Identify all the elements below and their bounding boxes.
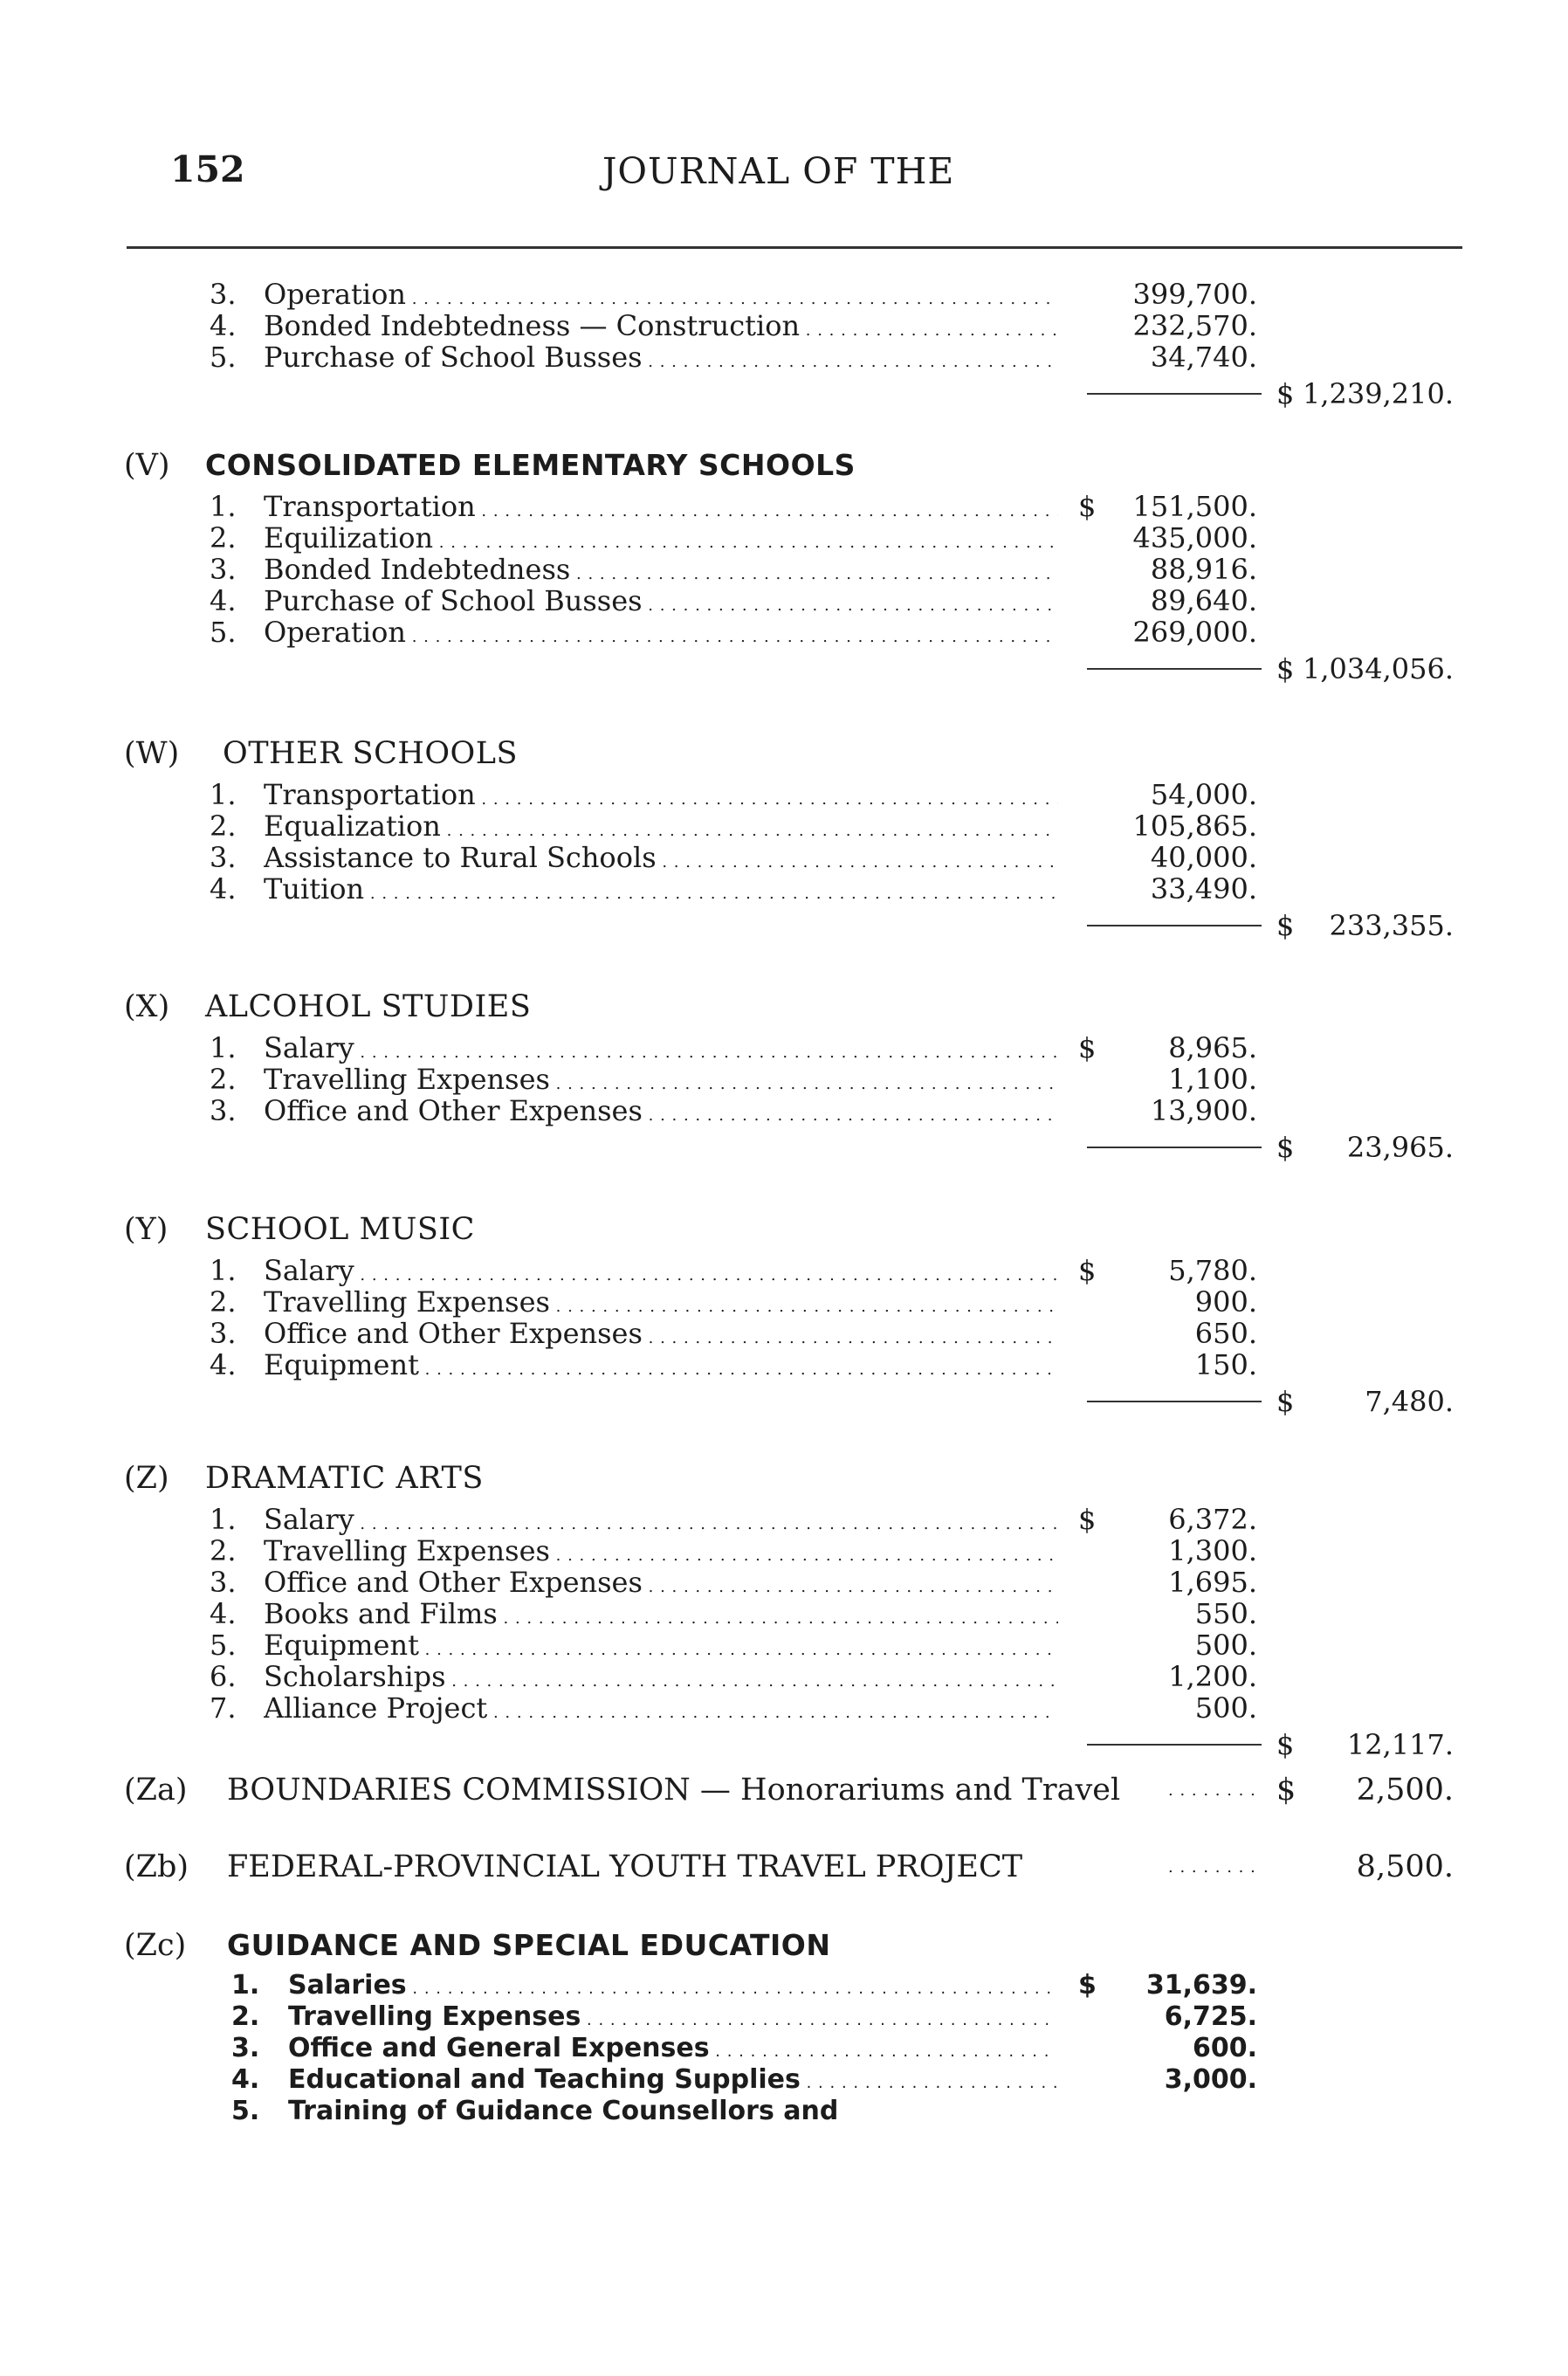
item-amount: 150. bbox=[1194, 1348, 1257, 1381]
item-amount: 88,916. bbox=[1150, 553, 1257, 586]
item-label: Purchase of School Busses . . . bbox=[264, 341, 1058, 374]
item-label: Travelling Expenses . . . bbox=[264, 1534, 1058, 1567]
line-item bbox=[0, 521, 1568, 553]
section-code: (Zc) bbox=[124, 1928, 187, 1963]
dollar-sign: $ bbox=[1276, 1385, 1295, 1418]
item-amount: 40,000. bbox=[1150, 841, 1257, 874]
budget-section bbox=[0, 441, 1568, 689]
line-item bbox=[0, 490, 1568, 521]
subtotal-rule bbox=[1087, 1401, 1262, 1402]
section-code: (V) bbox=[124, 448, 170, 483]
single-line-entry bbox=[0, 1773, 1568, 1816]
item-number: 2. bbox=[210, 1534, 237, 1567]
item-number: 6. bbox=[210, 1660, 237, 1693]
item-label: Salaries . . . bbox=[288, 1970, 1056, 2001]
total-amount: 23,965. bbox=[1346, 1131, 1454, 1164]
item-number: 1. bbox=[210, 1031, 237, 1064]
line-item bbox=[0, 1254, 1568, 1285]
item-amount: 5,780. bbox=[1168, 1254, 1257, 1287]
line-item bbox=[0, 1691, 1568, 1723]
section-heading bbox=[0, 441, 1568, 490]
item-label: Assistance to Rural Schools . . . bbox=[264, 841, 1058, 874]
budget-section bbox=[0, 982, 1568, 1167]
item-number: 1. bbox=[231, 1970, 260, 2001]
item-number: 2. bbox=[210, 1285, 237, 1319]
item-label: Salary . . . bbox=[264, 1254, 1058, 1287]
dollar-sign: $ bbox=[1078, 490, 1097, 523]
dollar-sign: $ bbox=[1078, 1254, 1097, 1287]
item-label: Bonded Indebtedness . . . bbox=[264, 553, 1058, 586]
item-label: Office and Other Expenses . . . bbox=[264, 1317, 1058, 1350]
line-item bbox=[0, 1031, 1568, 1063]
section-total bbox=[0, 372, 1568, 414]
item-label: Travelling Expenses . . . bbox=[264, 1285, 1058, 1319]
item-label: Training of Guidance Counsellors and bbox=[288, 2096, 839, 2126]
dollar-sign: $ bbox=[1078, 1503, 1097, 1536]
item-label: Operation . . . bbox=[264, 278, 1058, 311]
item-label: Travelling Expenses . . . bbox=[288, 2001, 1056, 2032]
line-item bbox=[0, 809, 1568, 841]
item-label: Equipment . . . bbox=[264, 1348, 1058, 1381]
item-label: Books and Films . . . bbox=[264, 1597, 1058, 1630]
dollar-sign: $ bbox=[1276, 1728, 1295, 1761]
item-label: Equipment . . . bbox=[264, 1629, 1058, 1662]
item-label: Travelling Expenses . . . bbox=[264, 1063, 1058, 1096]
line-item bbox=[0, 872, 1568, 904]
total-amount: 1,239,210. bbox=[1302, 377, 1454, 410]
section-total bbox=[0, 647, 1568, 689]
item-amount: 6,725. bbox=[1164, 2001, 1257, 2032]
budget-section bbox=[0, 1921, 1568, 2127]
item-label: Tuition . . . bbox=[264, 872, 1058, 906]
section-title: ALCOHOL STUDIES bbox=[205, 989, 532, 1024]
section-heading bbox=[0, 729, 1568, 778]
item-label: Equalization . . . bbox=[264, 809, 1058, 843]
line-item bbox=[0, 1503, 1568, 1534]
budget-section bbox=[0, 729, 1568, 946]
section-title: DRAMATIC ARTS bbox=[205, 1461, 484, 1496]
line-item bbox=[0, 778, 1568, 809]
subtotal-rule bbox=[1087, 668, 1262, 670]
dollar-sign: $ bbox=[1276, 1131, 1295, 1164]
total-amount: 1,034,056. bbox=[1302, 652, 1454, 685]
section-heading bbox=[0, 982, 1568, 1031]
item-number: 3. bbox=[210, 1094, 237, 1127]
item-amount: 8,965. bbox=[1168, 1031, 1257, 1064]
line-item bbox=[0, 1629, 1568, 1660]
item-label: Transportation . . . bbox=[264, 778, 1058, 811]
line-item bbox=[0, 584, 1568, 616]
item-number: 1. bbox=[210, 1503, 237, 1536]
item-label: Purchase of School Busses . . . bbox=[264, 584, 1058, 617]
section-total bbox=[0, 904, 1568, 946]
dollar-sign: $ bbox=[1276, 909, 1295, 942]
item-label: Operation . . . bbox=[264, 616, 1058, 649]
line-item bbox=[0, 341, 1568, 372]
line-item bbox=[0, 1970, 1568, 2001]
item-label: Transportation . . . bbox=[264, 490, 1058, 523]
item-amount: 900. bbox=[1194, 1285, 1257, 1319]
item-number: 5. bbox=[231, 2096, 260, 2126]
section-heading bbox=[0, 1921, 1568, 1970]
item-number: 2. bbox=[210, 809, 237, 843]
item-label: Office and Other Expenses . . . bbox=[264, 1094, 1058, 1127]
line-item bbox=[0, 2033, 1568, 2064]
item-label: Educational and Teaching Supplies . . . bbox=[288, 2064, 1056, 2095]
section-total bbox=[0, 1126, 1568, 1167]
line-item bbox=[0, 2096, 1568, 2127]
section-total bbox=[0, 1380, 1568, 1422]
item-number: 4. bbox=[210, 584, 237, 617]
item-number: 4. bbox=[210, 1348, 237, 1381]
item-label: Office and Other Expenses . . . bbox=[264, 1566, 1058, 1599]
item-number: 3. bbox=[231, 2033, 260, 2063]
item-amount: 151,500. bbox=[1132, 490, 1257, 523]
item-amount: 34,740. bbox=[1150, 341, 1257, 374]
section-code: (Zb) bbox=[124, 1849, 189, 1884]
section-code: (Za) bbox=[124, 1773, 188, 1808]
item-number: 4. bbox=[231, 2064, 260, 2095]
item-number: 5. bbox=[210, 341, 237, 374]
line-item bbox=[0, 2001, 1568, 2033]
item-amount: 399,700. bbox=[1132, 278, 1257, 311]
item-label: Office and General Expenses . . . bbox=[288, 2033, 1056, 2063]
line-item bbox=[0, 553, 1568, 584]
item-amount: 3,000. bbox=[1164, 2064, 1257, 2095]
dollar-sign: $ bbox=[1078, 1031, 1097, 1064]
item-number: 4. bbox=[210, 1597, 237, 1630]
line-item bbox=[0, 1534, 1568, 1566]
item-amount: 1,300. bbox=[1168, 1534, 1257, 1567]
section-heading bbox=[0, 1454, 1568, 1503]
item-number: 7. bbox=[210, 1691, 237, 1725]
item-number: 1. bbox=[210, 1254, 237, 1287]
item-label: Salary . . . bbox=[264, 1503, 1058, 1536]
item-number: 3. bbox=[210, 841, 237, 874]
line-item bbox=[0, 1285, 1568, 1317]
line-item bbox=[0, 1094, 1568, 1126]
total-amount: 7,480. bbox=[1365, 1385, 1454, 1418]
running-title: JOURNAL OF THE bbox=[602, 150, 955, 192]
entry-amount: 2,500. bbox=[1356, 1773, 1454, 1808]
item-number: 3. bbox=[210, 278, 237, 311]
section-heading bbox=[0, 1205, 1568, 1254]
dollar-sign: $ bbox=[1276, 1773, 1296, 1808]
subtotal-rule bbox=[1087, 393, 1262, 395]
budget-section bbox=[0, 1454, 1568, 1765]
item-amount: 500. bbox=[1194, 1691, 1257, 1725]
section-code: (W) bbox=[124, 736, 180, 771]
item-number: 1. bbox=[210, 778, 237, 811]
item-number: 3. bbox=[210, 1317, 237, 1350]
item-number: 2. bbox=[231, 2001, 260, 2032]
section-title: SCHOOL MUSIC bbox=[205, 1212, 475, 1247]
line-item bbox=[0, 1660, 1568, 1691]
item-label: Equilization . . . bbox=[264, 521, 1058, 554]
item-number: 1. bbox=[210, 490, 237, 523]
dollar-sign: $ bbox=[1078, 1970, 1097, 2001]
continued-section bbox=[0, 278, 1568, 414]
item-amount: 232,570. bbox=[1132, 309, 1257, 342]
item-amount: 6,372. bbox=[1168, 1503, 1257, 1536]
item-number: 3. bbox=[210, 553, 237, 586]
line-item bbox=[0, 1566, 1568, 1597]
section-title: OTHER SCHOOLS bbox=[223, 736, 518, 771]
section-code: (Z) bbox=[124, 1461, 169, 1496]
line-item bbox=[0, 841, 1568, 872]
item-amount: 500. bbox=[1194, 1629, 1257, 1662]
item-amount: 54,000. bbox=[1150, 778, 1257, 811]
leader-dots: . . . . . . . . bbox=[1168, 1781, 1256, 1800]
leader-dots: . . . . . . . . bbox=[1168, 1858, 1256, 1877]
subtotal-rule bbox=[1087, 1147, 1262, 1148]
line-item bbox=[0, 278, 1568, 309]
item-amount: 1,695. bbox=[1168, 1566, 1257, 1599]
budget-section bbox=[0, 1205, 1568, 1422]
section-total bbox=[0, 1723, 1568, 1765]
item-amount: 1,100. bbox=[1168, 1063, 1257, 1096]
section-code: (Y) bbox=[124, 1212, 168, 1247]
item-amount: 1,200. bbox=[1168, 1660, 1257, 1693]
item-number: 2. bbox=[210, 1063, 237, 1096]
line-item bbox=[0, 309, 1568, 341]
entry-text: FEDERAL-PROVINCIAL YOUTH TRAVEL PROJECT bbox=[227, 1849, 1023, 1884]
dollar-sign: $ bbox=[1276, 652, 1295, 685]
item-label: Bonded Indebtedness — Construction . . . bbox=[264, 309, 1058, 342]
section-code: (X) bbox=[124, 989, 170, 1024]
dollar-sign: $ bbox=[1276, 377, 1295, 410]
item-label: Alliance Project . . . bbox=[264, 1691, 1058, 1725]
item-amount: 13,900. bbox=[1150, 1094, 1257, 1127]
line-item bbox=[0, 1597, 1568, 1629]
section-title: CONSOLIDATED ELEMENTARY SCHOOLS bbox=[205, 448, 856, 482]
line-item bbox=[0, 2064, 1568, 2096]
item-amount: 550. bbox=[1194, 1597, 1257, 1630]
single-line-entry bbox=[0, 1849, 1568, 1893]
item-number: 5. bbox=[210, 1629, 237, 1662]
item-number: 3. bbox=[210, 1566, 237, 1599]
item-label: Salary . . . bbox=[264, 1031, 1058, 1064]
subtotal-rule bbox=[1087, 1744, 1262, 1746]
item-number: 2. bbox=[210, 521, 237, 554]
item-amount: 269,000. bbox=[1132, 616, 1257, 649]
item-amount: 435,000. bbox=[1132, 521, 1257, 554]
total-amount: 233,355. bbox=[1329, 909, 1454, 942]
item-number: 4. bbox=[210, 872, 237, 906]
line-item bbox=[0, 1348, 1568, 1380]
item-label: Scholarships . . . bbox=[264, 1660, 1058, 1693]
item-number: 4. bbox=[210, 309, 237, 342]
item-amount: 89,640. bbox=[1150, 584, 1257, 617]
entry-amount: 8,500. bbox=[1356, 1849, 1454, 1884]
line-item bbox=[0, 1317, 1568, 1348]
line-item bbox=[0, 616, 1568, 647]
entry-text: BOUNDARIES COMMISSION — Honorariums and Travel bbox=[227, 1773, 1121, 1808]
item-amount: 650. bbox=[1194, 1317, 1257, 1350]
item-amount: 105,865. bbox=[1132, 809, 1257, 843]
subtotal-rule bbox=[1087, 925, 1262, 926]
total-amount: 12,117. bbox=[1346, 1728, 1454, 1761]
item-amount: 33,490. bbox=[1150, 872, 1257, 906]
section-title: GUIDANCE AND SPECIAL EDUCATION bbox=[227, 1928, 831, 1962]
item-amount: 600. bbox=[1192, 2033, 1257, 2063]
line-item bbox=[0, 1063, 1568, 1094]
page-number: 152 bbox=[170, 148, 245, 190]
item-number: 5. bbox=[210, 616, 237, 649]
item-amount: 31,639. bbox=[1145, 1970, 1257, 2001]
